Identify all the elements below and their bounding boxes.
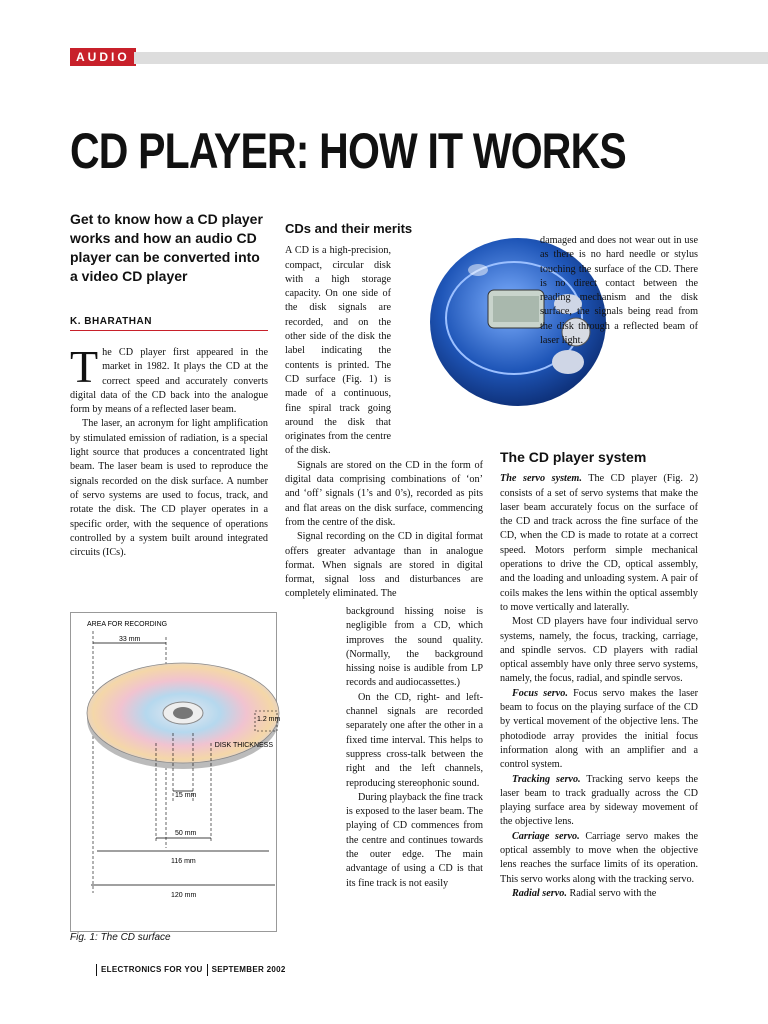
page-footer — [92, 964, 286, 976]
byline: K. BHARATHAN — [70, 316, 152, 327]
col2-para-3: Signal recording on the CD in digital format offers greater advantage than in analogue format. When signals are stored in digital format, signal loss and disturbances are completely eliminated. The — [285, 531, 483, 600]
footer-magazine: ELECTRONICS FOR YOU — [101, 965, 203, 975]
col3-para-6: Radial servo. Radial servo with the — [512, 887, 657, 899]
col2-para-5: During playback the fine track is exposed to the laser beam. The playing of CD commences from the centre and continues towards the outer edge. The main advantage of using a CD is that its fine track is not easily — [346, 791, 483, 889]
col3-para-1: The servo system. The CD player (Fig. 2) consists of a set of servo systems that make the laser beam accurately focus on the surface of the CD and track across the fine surface of the CD, when the CD is made to rotate at a correct speed. Motors perform simple mechanical operations to drive the CD, optical assembly, and the loading and unloading system. A pair of coils makes the lens within the optical assembly to move vertically and laterally. — [500, 473, 698, 613]
col3-top-text: damaged and does not wear out in use as there is no hard needle or stylus touching the surface of the CD. There is no direct contact between the reading mechanism and the disk surface, the signals being read from the disk through a reflected beam of laser light. — [540, 235, 698, 347]
heading-cd-player-system: The CD player system — [500, 449, 647, 465]
col2-para-3b: background hissing noise is negligible from a CD, which improves the sound quality. (Normally, the background hissing noise is audible from LP records and audiocassettes.) — [346, 606, 483, 689]
label-120mm: 120 mm — [171, 892, 197, 899]
col2-para-1: A CD is a high-precision, compact, circular disk with a high storage capacity. On one side of the disk signals are recorded, and on the other side of the disk the label indicating the contents is printed. The CD surface (Fig. 1) is made of a continuous, fine spiral track going around the disk that originates from the centre of the disk. — [285, 245, 391, 457]
label-disk-thickness: DISK THICKNESS — [214, 742, 273, 749]
col3-para-5: Carriage servo. Carriage servo makes the optical assembly to move when the objective lens reaches the surface limits of its operation. This servo works along with the tracking servo. — [500, 830, 698, 885]
label-50mm: 50 mm — [175, 830, 197, 837]
figure-caption: Fig. 1: The CD surface — [70, 932, 171, 943]
section-bar — [134, 52, 768, 64]
label-15mm: 15 mm — [175, 792, 197, 799]
col3-para-3: Focus servo. Focus servo makes the laser beam to focus on the playing surface of the CD by vertical movement of the objective lens. The photodiode array provides the initial focus information along with an amplifier and a control system. — [500, 687, 699, 771]
column-2-lower — [346, 605, 483, 891]
footer-date: SEPTEMBER 2002 — [211, 965, 286, 975]
label-116mm: 116 mm — [171, 858, 196, 865]
label-area-recording: AREA FOR RECORDING — [87, 621, 168, 628]
column-1 — [70, 341, 268, 560]
heading-cds-merits: CDs and their merits — [285, 221, 413, 236]
label-33mm: 33 mm — [119, 636, 141, 643]
col3-para-4: Tracking servo. Tracking servo keeps the laser beam to track gradually across the CD playing surface area by sideway movement of the objective lens. — [500, 773, 698, 828]
article-title: CD PLAYER: HOW IT WORKS — [70, 123, 626, 179]
article-deck: Get to know how a CD player works and how an audio CD player can be converted into a video CD player — [70, 211, 263, 284]
label-1-2mm: 1.2 mm — [257, 716, 281, 723]
column-3-top — [540, 234, 698, 348]
col2-para-2: Signals are stored on the CD in the form of digital data comprising combinations of ‘on’ and ‘off’ signals (1’s and 0’s), recorded as pits and flat areas on the disk surface, commencing from the centre of the disk. — [285, 459, 483, 528]
drop-cap: T — [70, 341, 99, 392]
col1-para-1: The CD player first appeared in the market in 1982. It plays the CD at the correct speed and accurately converts digital data of the CD back into the analogue form by means of a reflected laser beam. — [70, 341, 268, 416]
section-tag: AUDIO — [70, 48, 136, 66]
cd-hole — [173, 707, 193, 719]
column-3 — [500, 450, 698, 901]
col2-para-4: On the CD, right- and left-channel signals are recorded separately one after the other in a fixed time interval. This helps to suppress cross-talk between the right and the left channels, reproducing stereophonic sound. — [346, 691, 483, 789]
byline-rule — [70, 330, 268, 331]
col1-para-2: The laser, an acronym for light amplification by stimulated emission of radiation, is a special light source that produces a concentrated light beam. The laser beam is used to reproduce the signals recorded on the disk surface. A number of servo systems are used to focus, track, and rotate the disk. The CD player operates in a specific order, with the sequence of operations controlled by a system built around integrated circuits (ICs). — [70, 418, 268, 559]
col3-para-2: Most CD players have four individual servo systems, namely, the focus, tracking, carriage, and spindle servos. CD players with radial optical assembly have only three servo systems, namely, the focus, radial, and spindle servos. — [500, 616, 698, 685]
figure-cd-surface — [70, 612, 281, 932]
